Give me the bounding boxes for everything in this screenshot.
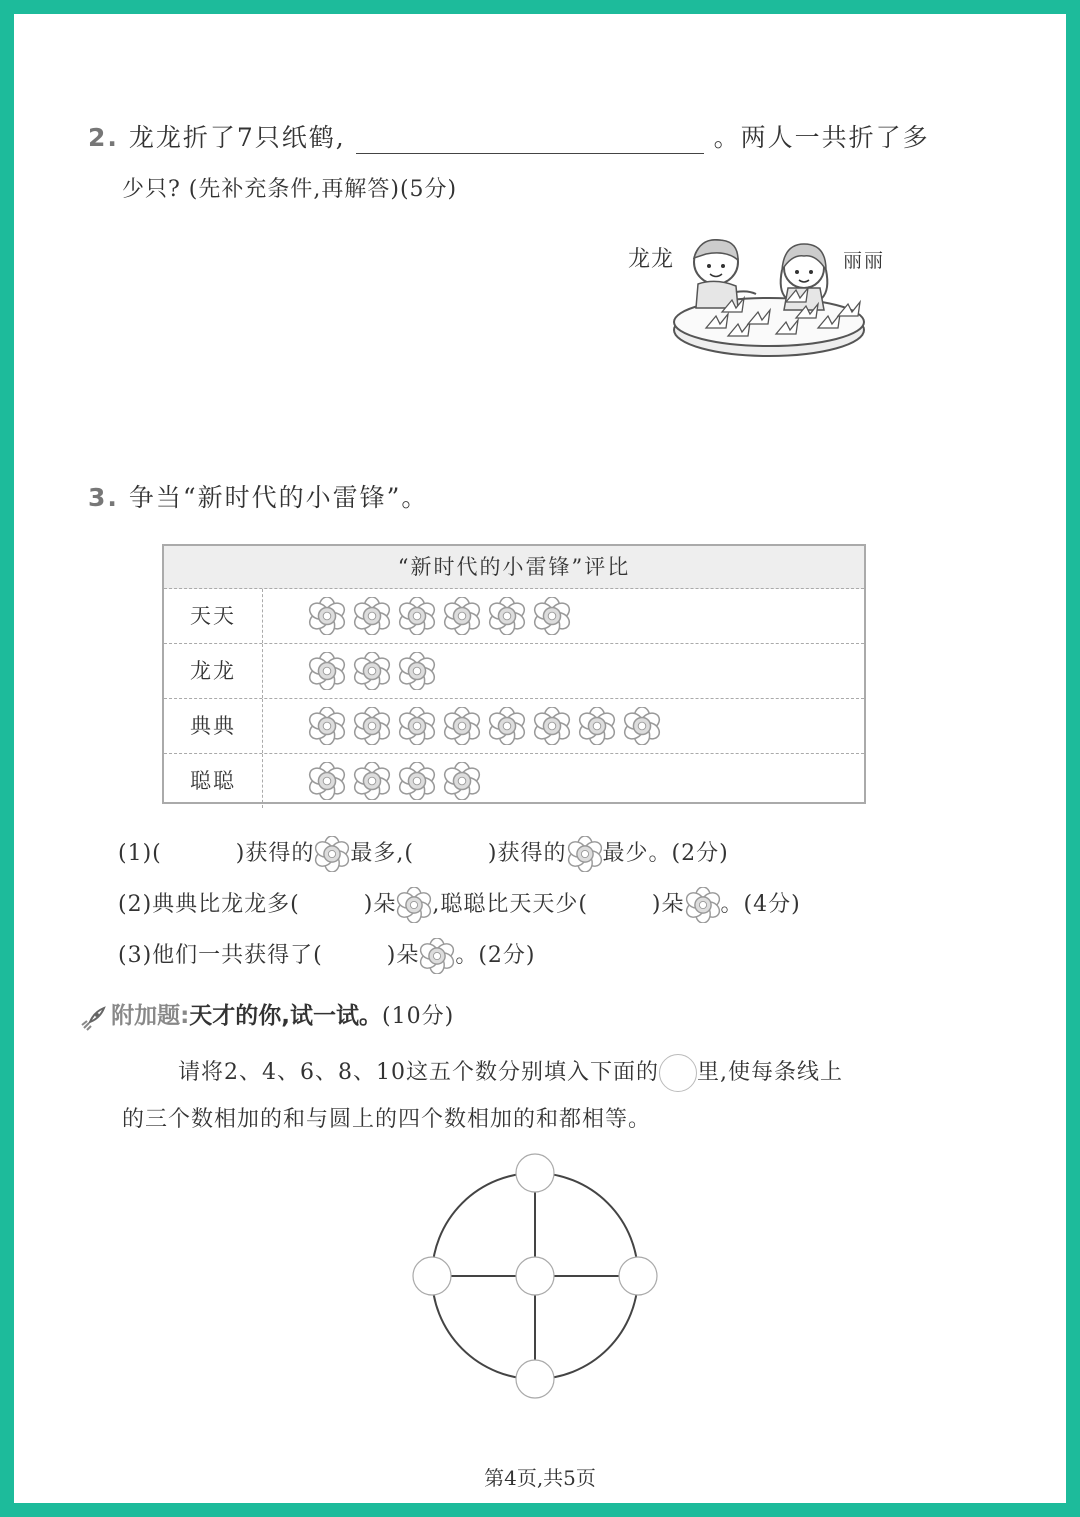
sub2-part: )朵: [363, 892, 397, 917]
table-row: [164, 699, 864, 754]
flower-icon: [314, 836, 350, 872]
q2-answer-blank[interactable]: [356, 129, 704, 154]
flower-icon: [443, 762, 481, 800]
sub3-part: )朵: [386, 943, 420, 968]
sub1-part: 最少。(2分): [602, 841, 729, 866]
table-row: [164, 589, 864, 644]
answer-circle-bottom[interactable]: [516, 1360, 554, 1398]
flower-icon: [488, 597, 526, 635]
name-longlong: 龙龙: [628, 247, 675, 272]
flower-icon: [533, 597, 571, 635]
q3-title-line: [88, 478, 428, 514]
table-row: [164, 754, 864, 808]
sub1-part: )获得的: [235, 841, 315, 866]
flower-row: [308, 597, 571, 635]
flower-icon: [308, 597, 346, 635]
flower-icon: [623, 707, 661, 745]
tally-table-header: “新时代的小雷锋”评比: [164, 546, 864, 589]
sub2-part: )朵: [651, 892, 685, 917]
bonus-title: 天才的你,试一试。: [189, 1003, 383, 1029]
flower-icon: [443, 707, 481, 745]
blank-circle-icon: [659, 1054, 697, 1092]
sub3-part: (3)他们一共获得了(: [118, 943, 323, 968]
flower-row: [308, 652, 436, 690]
flower-row: [308, 707, 661, 745]
bonus-text-a: 请将2、4、6、8、10这五个数分别填入下面的: [178, 1060, 659, 1085]
q2-line1: [88, 118, 930, 154]
flower-icon: [488, 707, 526, 745]
row-name: 典典: [164, 699, 263, 753]
flower-icon: [533, 707, 571, 745]
sub1-part: 最多,(: [350, 841, 414, 866]
flower-icon: [398, 762, 436, 800]
answer-circle-right[interactable]: [619, 1257, 657, 1295]
flower-icon: [443, 597, 481, 635]
row-name: 天天: [164, 589, 263, 643]
bonus-score: (10分): [382, 1004, 455, 1029]
answer-circle-top[interactable]: [516, 1154, 554, 1192]
bonus-heading: [80, 997, 454, 1032]
flower-icon: [353, 597, 391, 635]
flower-icon: [398, 652, 436, 690]
bonus-text-b: 里,使每条线上: [696, 1060, 843, 1085]
flower-icon: [578, 707, 616, 745]
bonus-line1: [178, 1054, 843, 1092]
q2-line2: 少只? (先补充条件,再解答)(5分): [122, 177, 458, 202]
row-name: 聪聪: [164, 754, 263, 808]
flower-icon: [308, 707, 346, 745]
answer-circle-left[interactable]: [413, 1257, 451, 1295]
sub1-part: )获得的: [487, 841, 567, 866]
answer-circle-center[interactable]: [516, 1257, 554, 1295]
q3-number: 3.: [88, 483, 119, 512]
q2-text-after: 。两人一共折了多: [713, 123, 930, 152]
flower-icon: [398, 707, 436, 745]
sub2-part: ,聪聪比天天少(: [432, 892, 588, 917]
q3-title: 争当“新时代的小雷锋”。: [128, 483, 429, 512]
q2-text-before: 龙龙折了7只纸鹤,: [128, 123, 346, 152]
sub1-part: (1)(: [118, 841, 162, 866]
tally-table: [162, 544, 866, 804]
flower-icon: [353, 762, 391, 800]
flower-icon: [567, 836, 603, 872]
rocket-icon: [80, 1006, 106, 1032]
worksheet-page: [14, 14, 1066, 1503]
name-lili: 丽丽: [843, 250, 886, 272]
row-name: 龙龙: [164, 644, 263, 698]
sub2-part: (2)典典比龙龙多(: [118, 892, 300, 917]
flower-icon: [308, 762, 346, 800]
q3-sub2: [118, 887, 801, 923]
q3-sub1: [118, 836, 729, 872]
flower-icon: [308, 652, 346, 690]
flower-icon: [353, 707, 391, 745]
flower-icon: [398, 597, 436, 635]
sub3-part: 。(2分): [455, 943, 536, 968]
table-row: [164, 644, 864, 699]
bonus-label: 附加题:: [111, 1003, 190, 1029]
q3-sub3: [118, 938, 536, 974]
sub2-part: 。(4分): [720, 892, 801, 917]
flower-icon: [419, 938, 455, 974]
page-footer: 第4页,共5页: [484, 1466, 596, 1490]
flower-icon: [353, 652, 391, 690]
circle-puzzle-diagram: [408, 1149, 662, 1405]
flower-icon: [685, 887, 721, 923]
kids-folding-cranes-illustration: [666, 232, 872, 362]
flower-row: [308, 762, 481, 800]
q2-number: 2.: [88, 123, 119, 152]
bonus-line2: 的三个数相加的和与圆上的四个数相加的和都相等。: [122, 1107, 652, 1132]
flower-icon: [396, 887, 432, 923]
